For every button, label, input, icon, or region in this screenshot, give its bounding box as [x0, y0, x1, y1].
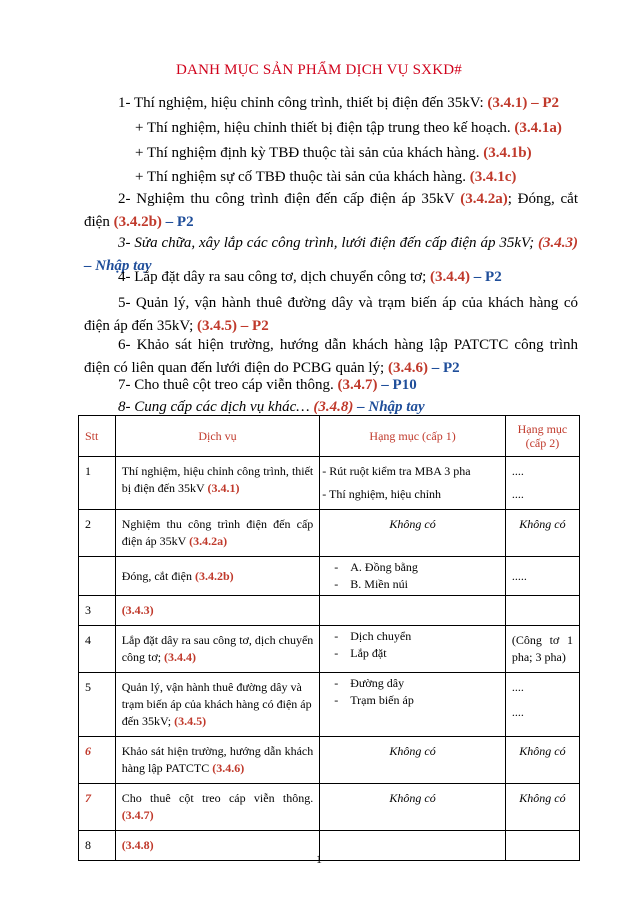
row-5-cat1-list: [326, 675, 499, 709]
row-7-stt: 7: [79, 784, 116, 831]
item-5-text: 5- Quản lý, vận hành thuê đường dây và trạm biến áp của khách hàng có điện áp đến 35kV;: [84, 295, 578, 334]
item-1: [118, 92, 578, 115]
page-title: DANH MỤC SẢN PHẨM DỊCH VỤ SXKD#: [176, 62, 462, 78]
item-8-tag: Nhập tay: [368, 399, 425, 415]
item-7-text: 7- Cho thuê cột treo cáp viễn thông.: [118, 377, 338, 393]
item-8-text: 8- Cung cấp các dịch vụ khác…: [118, 399, 314, 415]
item-3-tag: Nhập tay: [95, 258, 152, 274]
row-7-code: (3.4.7): [121, 808, 154, 822]
row-6-stt: 6: [79, 737, 116, 784]
row-8-code: (3.4.8): [121, 838, 154, 852]
row-7-cat2: Không có: [505, 784, 579, 831]
row-1-cat1-b: - Thí nghiệm, hiệu chỉnh: [322, 487, 442, 501]
item-2-text: 2- Nghiệm thu công trình điện đến cấp điện áp 35kV: [118, 191, 461, 207]
header-stt: Stt: [79, 416, 116, 457]
item-7-sep: –: [377, 377, 393, 393]
table-row: [79, 596, 580, 626]
item-3-code: (3.4.3): [538, 235, 578, 251]
row-7-cat1: Không có: [320, 784, 506, 831]
row-2-cat1: Không có: [320, 510, 506, 557]
row-1-cat2-b: ....: [511, 487, 524, 501]
row-1-cat2: [505, 457, 579, 510]
row-2b-service: [115, 557, 320, 596]
row-2-cat2: Không có: [505, 510, 579, 557]
row-4-code: (3.4.4): [164, 650, 197, 664]
header-service: Dịch vụ: [115, 416, 320, 457]
row-1-cat1: [320, 457, 506, 510]
row-2b-cat1-list: [326, 559, 499, 593]
item-8-sep: –: [353, 399, 369, 415]
row-3-cat2: [505, 596, 579, 626]
row-2-stt: 2: [79, 510, 116, 557]
item-2-mid: ; Đóng, cắt điện: [84, 191, 578, 230]
table-header-row: [79, 416, 580, 457]
header-cat1: Hạng mục (cấp 1): [320, 416, 506, 457]
row-2b-cat2: .....: [505, 557, 579, 596]
row-2b-stt: [79, 557, 116, 596]
item-7: [118, 374, 578, 397]
row-6-cat1: Không có: [320, 737, 506, 784]
table-row: [79, 557, 580, 596]
row-5-cat1: [320, 673, 506, 737]
list-item: - Đường dây: [338, 675, 499, 692]
row-4-cat2: (Công tơ 1 pha; 3 pha): [505, 626, 579, 673]
row-4-service: [115, 626, 320, 673]
row-6-code: (3.4.6): [212, 761, 245, 775]
item-6-tag: P2: [442, 360, 460, 376]
item-4-sep: –: [470, 269, 486, 285]
row-3-cat1: [320, 596, 506, 626]
row-5-cat2-b: ....: [511, 705, 524, 719]
item-1b-code: (3.4.1b): [483, 145, 532, 161]
row-7-service-text: Cho thuê cột treo cáp viễn thông.: [121, 791, 314, 805]
row-1-cat2-a: ....: [511, 464, 524, 478]
item-1a-code: (3.4.1a): [514, 120, 562, 136]
row-1-code: (3.4.1): [207, 481, 240, 495]
list-item: - B. Miền núi: [338, 576, 499, 593]
item-1-sep: –: [527, 95, 543, 111]
row-7-service: [115, 784, 320, 831]
table-row: [79, 510, 580, 557]
table-row: [79, 457, 580, 510]
item-2-code: (3.4.2a): [460, 191, 508, 207]
list-item: - Lắp đặt: [338, 645, 499, 662]
services-table: [78, 415, 580, 861]
row-5-stt: 5: [79, 673, 116, 737]
item-6-text: 6- Khảo sát hiện trường, hướng dẫn khách hàng lập PATCTC công trình điện có liên quan đến lưới điện do PCBG quản lý;: [84, 337, 578, 376]
row-4-cat1: [320, 626, 506, 673]
row-8-stt: 8: [79, 831, 116, 861]
item-1c: [135, 166, 580, 189]
item-6-code: (3.4.6): [387, 360, 428, 376]
row-5-service-text: Quản lý, vận hành thuê đường dây và trạm biến áp của khách hàng có điện áp đến 35kV;: [121, 680, 312, 728]
list-item: - A. Đồng bằng: [338, 559, 499, 576]
item-1a-text: + Thí nghiệm, hiệu chỉnh thiết bị điện tập trung theo kế hoạch.: [135, 120, 515, 136]
row-2b-service-text: Đóng, cắt điện: [121, 568, 195, 583]
item-4-tag: P2: [485, 269, 502, 285]
item-3-text: 3- Sửa chữa, xây lắp các công trình, lưới điện đến cấp điện áp 35kV;: [118, 235, 538, 251]
item-1c-text: + Thí nghiệm sự cố TBĐ thuộc tài sản của khách hàng.: [135, 169, 470, 185]
item-8-code: (3.4.8): [313, 399, 354, 415]
row-3-service: [115, 596, 320, 626]
row-1-service: [115, 457, 320, 510]
row-6-cat2: Không có: [505, 737, 579, 784]
table-row: [79, 673, 580, 737]
row-5-service: [115, 673, 320, 737]
row-6-service: [115, 737, 320, 784]
item-4-code: (3.4.4): [430, 269, 471, 285]
table-row: [79, 626, 580, 673]
row-6-service-text: Khảo sát hiện trường, hướng dẫn khách hàng lập PATCTC: [121, 744, 314, 775]
row-5-cat2-a: ....: [511, 680, 524, 694]
row-4-cat1-list: [326, 628, 499, 662]
row-2-code: (3.4.2a): [189, 534, 228, 548]
row-2b-code: (3.4.2b): [195, 568, 234, 583]
item-2-sep: –: [161, 214, 177, 230]
item-2-tag: P2: [176, 214, 194, 230]
row-1-stt: 1: [79, 457, 116, 510]
item-7-tag: P10: [392, 377, 417, 393]
row-2-service: [115, 510, 320, 557]
item-5-code: (3.4.5): [197, 318, 238, 334]
item-1b-text: + Thí nghiệm định kỳ TBĐ thuộc tài sản của khách hàng.: [135, 145, 484, 161]
row-2b-cat1: [320, 557, 506, 596]
item-4: [118, 266, 578, 289]
item-4-text: 4- Lắp đặt dây ra sau công tơ, dịch chuyển công tơ;: [118, 269, 431, 285]
item-1-code: (3.4.1): [487, 95, 528, 111]
table-row: [79, 737, 580, 784]
item-6-sep: –: [427, 360, 443, 376]
row-4-stt: 4: [79, 626, 116, 673]
item-3-sep: –: [84, 258, 96, 274]
row-2-service-text: Nghiệm thu công trình điện đến cấp điện áp 35kV: [121, 517, 314, 548]
list-item: - Dịch chuyển: [338, 628, 499, 645]
list-item: - Trạm biến áp: [338, 692, 499, 709]
table-row: [79, 784, 580, 831]
item-7-code: (3.4.7): [337, 377, 378, 393]
row-4-service-text: Lắp đặt dây ra sau công tơ, dịch chuyển công tơ;: [121, 633, 314, 664]
item-1c-code: (3.4.1c): [469, 169, 517, 185]
item-5-sep: –: [237, 318, 253, 334]
item-5-tag: P2: [252, 318, 269, 334]
item-1b: [135, 142, 580, 165]
item-1-tag: P2: [542, 95, 560, 111]
row-5-code: (3.4.5): [174, 714, 207, 728]
page-number: 1: [316, 852, 322, 866]
header-cat2: Hạng mục (cấp 2): [505, 416, 579, 457]
row-3-code: (3.4.3): [121, 603, 154, 617]
item-1a: [135, 117, 580, 140]
item-5: [84, 292, 578, 338]
row-3-stt: 3: [79, 596, 116, 626]
row-1-cat1-a: - Rút ruột kiểm tra MBA 3 pha: [322, 464, 471, 478]
item-1-text: 1- Thí nghiệm, hiệu chỉnh công trình, thiết bị điện đến 35kV:: [118, 95, 488, 111]
item-2: [84, 188, 578, 234]
item-2-code2: (3.4.2b): [113, 214, 162, 230]
row-1-service-text: Thí nghiệm, hiệu chỉnh công trình, thiết bị điện đến 35kV: [121, 464, 314, 495]
row-5-cat2: [505, 673, 579, 737]
